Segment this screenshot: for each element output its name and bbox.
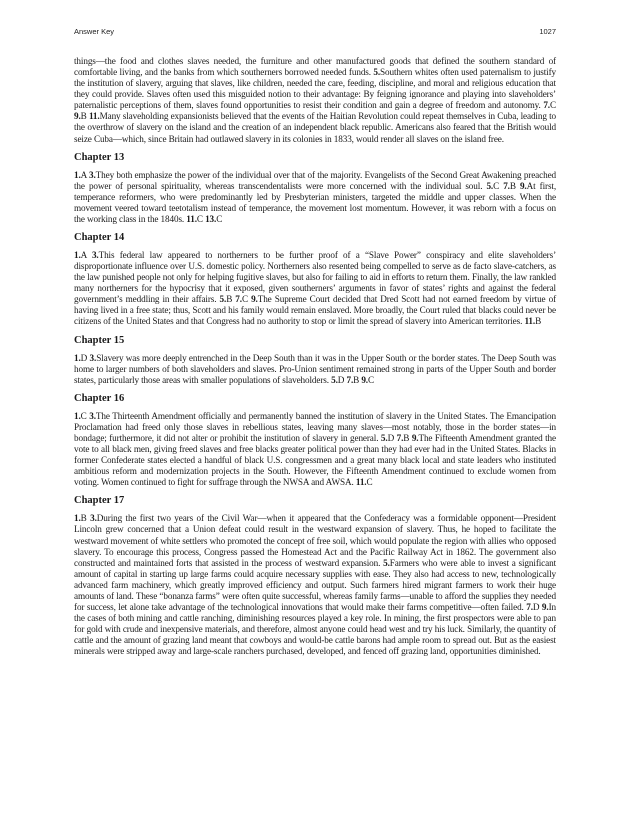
chapter-list: [74, 152, 556, 658]
answer-text: C: [196, 213, 206, 224]
answer-number: 1.: [74, 513, 81, 524]
answer-number: 5.: [219, 294, 227, 305]
answer-text: B: [226, 294, 236, 305]
answer-number: 7.: [543, 100, 550, 111]
chapter-answers: [74, 353, 556, 386]
answer-number: 5.: [373, 67, 381, 78]
answer-number: 3.: [90, 513, 97, 524]
chapter-section: [74, 232, 556, 328]
answer-text: The Fifteenth Amendment granted the vote to all black men, giving freed slaves and free blacks greater political power than they had ever had in the United States. Blacks in former Confederate states elected a handful of black U.S. congressmen and a great many black local and state leaders who instituted ambitious reform and modernization projects in the South. However, the Fifteenth Amendment continued to exclude women from voting. Women continued to fight for suffrage through the NWSA and AWSA.: [74, 432, 556, 488]
answer-text: B: [535, 316, 542, 327]
chapter-heading: Chapter 13: [74, 151, 125, 163]
chapter-answers: [74, 513, 556, 657]
answer-content: [74, 56, 556, 657]
answer-text: A: [80, 169, 89, 180]
answer-number: 9.: [411, 432, 419, 443]
chapter-section: [74, 152, 556, 225]
chapter-heading: Chapter 17: [74, 495, 125, 507]
answer-text: B: [353, 374, 362, 385]
answer-number: 3.: [89, 169, 96, 180]
answer-number: 7.: [526, 601, 533, 612]
answer-text: The Supreme Court decided that Dred Scott had not earned freedom by virtue of having lived in a free state; thus, Scott and his family would remain enslaved. More broadly, the Court ruled that blacks could never be citizens of the United States and that Congress had no authority to stop or limit the spread of slavery into American territories.: [74, 294, 557, 327]
chapter-section: [74, 495, 556, 657]
answer-text: C: [241, 294, 252, 305]
answer-number: 13.: [205, 213, 217, 224]
page-number: 1027: [539, 27, 556, 36]
chapter-answers: [74, 250, 556, 328]
answer-text: C: [549, 100, 556, 111]
answer-number: 1.: [74, 352, 81, 363]
chapter-heading: Chapter 14: [74, 232, 125, 244]
answer-text: Farmers who were able to invest a significant amount of capital in starting up large farms could acquire necessary supplies with ease. They also had access to new, technologically advanced farm machinery, which greatly improved efficiency and output. Such farmers hired migrant farmers to work their huge amounts of land. These “bonanza farms” were often quite successful, whereas family farms—unable to afford the supplies they needed for success, let alone take advantage of the technological innovations that would make their farms competitive—often failed.: [74, 557, 557, 612]
answer-text: Southern whites often used paternalism to justify the institution of slavery, arguing that slaves, like children, needed the care, feeding, discipline, and moral and religious education that they could provide. Slaves often used this misguided notion to their advantage: By feigning ignorance and playing into slaveholders’ paternalistic perceptions of them, slaves found opportunities to resist their condition and gain a degree of freedom and autonomy.: [74, 67, 556, 111]
answer-text: C: [366, 477, 373, 488]
answer-text: C: [216, 213, 223, 224]
answer-text: Slavery was more deeply entrenched in the Deep South than it was in the Upper South or the border states. The Deep South was home to larger numbers of both slaveholders and slaves. Pro-Union sentiment remained strong in parts of the Upper South and border states, particularly those areas with smaller populations of slaveholders.: [74, 352, 556, 385]
answer-number: 9.: [251, 294, 258, 305]
answer-number: 9.: [74, 111, 81, 122]
answer-number: 9.: [541, 601, 549, 612]
answer-text: A: [80, 250, 92, 261]
header-title: Answer Key: [74, 27, 115, 36]
answer-text: B: [80, 111, 89, 122]
chapter-heading: Chapter 16: [74, 392, 125, 404]
answer-number: 3.: [89, 352, 97, 363]
answer-number: 3.: [89, 410, 96, 421]
answer-text: During the first two years of the Civil War—when it appeared that the Confederacy was a formidable opponent—President Lincoln grew concerned that a Union defeat could result in the westward expansion of slavery. Thus, he hoped to facilitate the westward movement of white settlers who promoted the concept of free soil, which would populate the region with allies who opposed slavery. To encourage this process, Congress passed the Homestead Act and the Pacific Railway Act in 1862. The government also constructed and maintained forts that assisted in the process of westward expansion.: [74, 513, 557, 568]
answer-number: 11.: [186, 213, 197, 224]
answer-number: 11.: [88, 111, 100, 122]
answer-number: 5.: [380, 432, 388, 443]
answer-text: D: [387, 432, 397, 443]
answer-number: 11.: [355, 477, 367, 488]
answer-number: 5.: [383, 557, 390, 568]
answer-number: 9.: [519, 180, 527, 191]
answer-number: 9.: [361, 374, 368, 385]
answer-text: B: [509, 180, 520, 191]
answer-text: B: [403, 432, 412, 443]
answer-text: C: [80, 410, 90, 421]
answer-number: 3.: [91, 250, 99, 261]
answer-text: They both emphasize the power of the individual over that of the majority. Evangelists of the Second Great Awakening preached the power of personal spirituality, whereas transcendentalists were more concerned with the individual soul.: [74, 169, 557, 191]
answer-number: 11.: [524, 316, 536, 327]
chapter-heading: Chapter 15: [74, 334, 125, 346]
answer-number: 7.: [235, 294, 242, 305]
answer-text: The Thirteenth Amendment officially and permanently banned the institution of slavery in the United States. The Emancipation Proclamation had freed only those slaves in rebellious states, leaving many slaves—most notably, those in the border states—in bondage; furthermore, it did not alter or prohibit the institution of slavery in general.: [74, 410, 556, 443]
chapter-section: [74, 393, 556, 489]
answer-text: In the cases of both mining and cattle ranching, diminishing resources played a key role. In mining, the first prospectors were able to pan for gold with crude and inexpensive materials, and therefore, almost anyone could head west and try his luck. Similarly, the quantity of cattle and the amount of grazing land meant that cowboys and would-be cattle barons had ample room to spread out. But as the easiest minerals were stripped away and large-scale ranchers purchased, developed, and fenced off grazing land, opportunities diminished.: [74, 601, 556, 657]
answer-number: 1.: [74, 169, 81, 180]
answer-text: C: [367, 374, 374, 385]
running-header: [74, 27, 556, 36]
answer-text: Many slaveholding expansionists believed that the events of the Haitian Revolution could repeat themselves in Cuba, leading to the overthrow of slavery on the island and the creation of an independent black republic. Americans also feared that the British would seize Cuba—which, since Britain had outlawed slavery in its colonies in 1833, would render all slaves on the island free.: [74, 111, 556, 144]
answer-text: B: [80, 513, 91, 524]
answer-number: 5.: [486, 180, 494, 191]
answer-number: 7.: [346, 374, 354, 385]
answer-text: C: [493, 180, 504, 191]
answer-number: 5.: [331, 374, 338, 385]
answer-number: 7.: [503, 180, 510, 191]
answer-number: 1.: [74, 410, 81, 421]
answer-number: 7.: [396, 432, 404, 443]
answer-text: At first, temperance reformers, who were predominantly led by Presbyterian ministers, targeted the middle and upper classes. When the movement veered toward teetotalism instead of temperance, the movement lost momentum. However, it was reborn with a focus on the working class in the 1840s.: [74, 180, 557, 224]
answer-text: D: [532, 601, 542, 612]
chapter-answers: [74, 170, 556, 225]
continued-answer-paragraph: [74, 56, 556, 145]
chapter-section: [74, 335, 556, 386]
chapter-answers: [74, 411, 556, 489]
answer-text: This federal law appeared to northerners to be further proof of a “Slave Power” conspiracy and elite slaveholders’ disproportionate influence over U.S. domestic policy. Northerners also resented being compelled to serve as de facto slave-catchers, as the law punished people not only for helping fugitive slaves, but also for failing to aid in efforts to return them. Finally, the law rankled many northerners for the hypocrisy that it exposed, given southerners’ arguments in favor of states’ rights and against the federal government’s meddling in their affairs.: [74, 250, 557, 305]
answer-text: D: [80, 352, 90, 363]
answer-text: things—the food and clothes slaves needed, the furniture and other manufactured goods that defined the southern standard of comfortable living, and the banks from which southerners borrowed needed funds.: [74, 56, 556, 78]
answer-text: D: [337, 374, 347, 385]
answer-number: 1.: [74, 250, 81, 261]
